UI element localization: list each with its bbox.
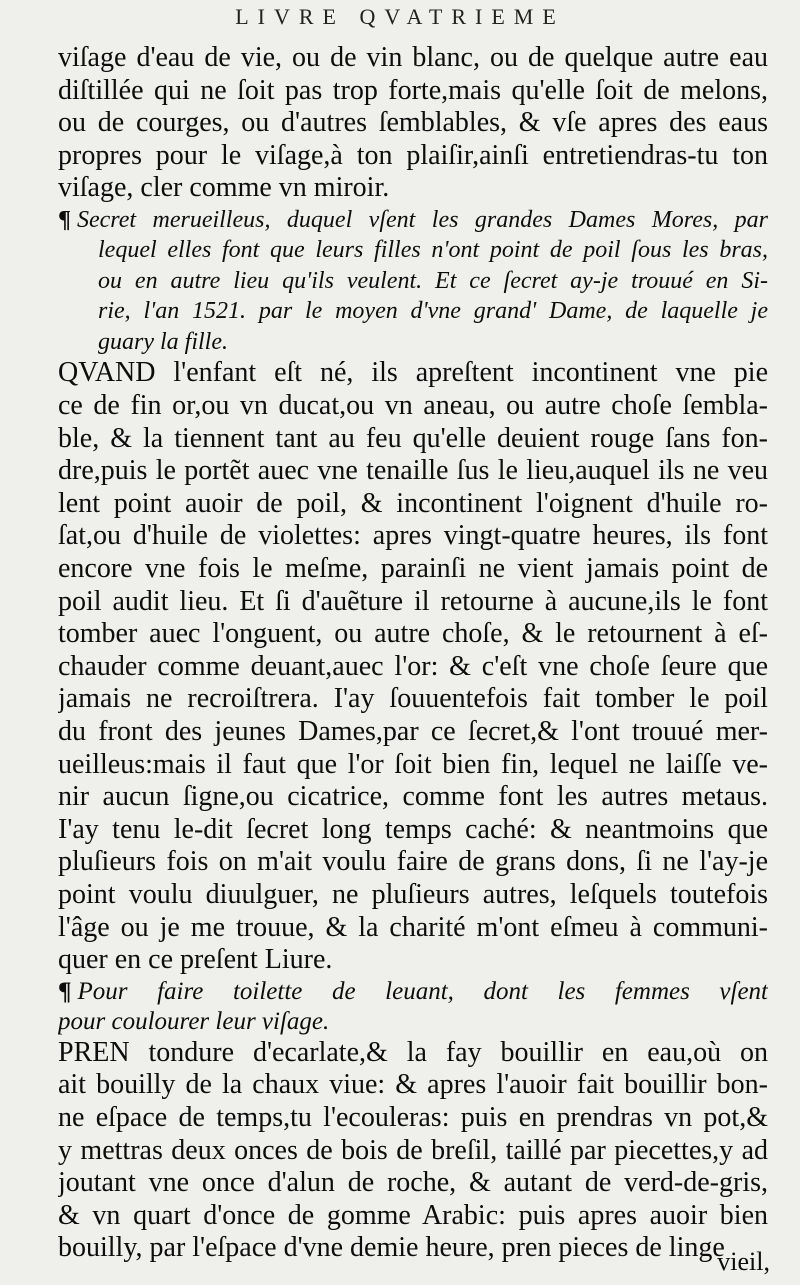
block2-line: pluſieurs fois on m'ait voulu faire de grans dons, ſi ne l'ay-je: [58, 846, 768, 878]
paragraph-continuation: [58, 42, 768, 205]
rubric2-first-line: [58, 977, 768, 1007]
block2-line: chauder comme deuant,auec l'or: & c'eſt vne choſe ſeure que: [58, 650, 768, 682]
block1-line: viſage d'eau de vie, ou de vin blanc, ou de quelque autre eau: [58, 42, 768, 73]
pilcrow-mark: ¶: [58, 206, 71, 233]
rubric1-line: Secret merueilleus, duquel vſent les grandes Dames Mores, par: [76, 206, 768, 233]
block2-line: jamais ne recroiſtrera. I'ay ſouuentefois fait tomber le poil: [58, 683, 768, 715]
block2-line: ce de fin or,ou vn ducat,ou vn aneau, ou autre choſe ſembla-: [58, 390, 768, 422]
paragraph-toilette-body: [58, 1037, 768, 1265]
block2-line: point voulu diuulguer, ne pluſieurs autres, leſquels toutefois: [58, 878, 768, 910]
rubric2-line: Pour faire toilette de leuant, dont les femmes vſent: [77, 977, 768, 1005]
block3-line: y mettras deux onces de bois de breſil, taillé par piecettes,y ad: [58, 1134, 768, 1166]
block1-line: ou de courges, ou d'autres ſemblables, & vſe apres des eaus: [58, 107, 768, 139]
block2-line: l'âge ou je me trouue, & la charité m'ont eſmeu à communi-: [58, 911, 768, 943]
rubric1-line: lequel elles font que leurs filles n'ont point de poil ſous les bras,: [98, 237, 768, 264]
rubric1-first-line: [58, 205, 768, 236]
block3-line: joutant vne once d'alun de roche, & autant de verd-de-gris,: [58, 1167, 768, 1199]
rubric1-line: guary la fille.: [98, 328, 228, 355]
pilcrow-mark: ¶: [58, 977, 72, 1005]
block1-line: propres pour le viſage,à ton plaiſir,ainſi entretiendras-tu ton: [58, 139, 768, 171]
block2-line: I'ay tenu le-dit ſecret long temps caché: & neantmoins que: [58, 813, 768, 845]
rubric-toilette: [58, 977, 768, 1037]
block2-line: dre,puis le portẽt auec vne tenaille ſus le lieu,auquel ils ne veu: [58, 455, 768, 487]
catchword: vieil,: [717, 1247, 770, 1276]
block3-line: bouilly, par l'eſpace d'vne demie heure, pren pieces de linge: [58, 1232, 725, 1264]
block1-line: diſtillée qui ne ſoit pas trop forte,mais qu'elle ſoit de melons,: [58, 74, 768, 106]
paragraph-secret-body: [58, 357, 768, 976]
block2-line: ſat,ou d'huile de violettes: apres vingt-quatre heures, ils font: [58, 520, 768, 552]
block2-line: tomber auec l'onguent, ou autre choſe, & le retournent à eſ-: [58, 618, 768, 650]
block2-line: du front des jeunes Dames,par ce ſecret,& l'ont trouué mer-: [58, 716, 768, 747]
block3-line: PREN tondure d'ecarlate,& la fay bouillir en eau,où on: [58, 1036, 768, 1068]
rubric2-line: pour coulourer leur viſage.: [58, 1007, 330, 1035]
block2-line: ueilleus:mais il faut que l'or ſoit bien fin, lequel ne laiſſe ve-: [58, 748, 768, 780]
rubric1-line: rie, l'an 1521. par le moyen d'vne grand' Dame, de laquelle je: [98, 298, 768, 325]
running-head: LIVRE QVATRIEME: [235, 4, 565, 29]
block2-line: ble, & la tiennent tant au feu qu'elle deuient rouge ſans fon-: [58, 422, 768, 454]
block2-line: lent point auoir de poil, & incontinent l'oignent d'huile ro-: [58, 487, 768, 519]
rubric-secret: [58, 205, 768, 358]
block3-line: & vn quart d'once de gomme Arabic: puis apres auoir bien: [58, 1199, 768, 1231]
block3-line: ait bouilly de la chaux viue: & apres l'auoir fait bouillir bon-: [58, 1069, 768, 1101]
block3-line: ne eſpace de temps,tu l'ecouleras: puis en prendras vn pot,&: [58, 1101, 768, 1133]
block2-line: poil audit lieu. Et ſi d'auẽture il retourne à aucune,ils le font: [58, 585, 768, 617]
rubric1-line: ou en autre lieu qu'ils veulent. Et ce ſecret ay-je trouué en Si-: [98, 267, 768, 294]
block2-line: QVAND l'enfant eſt né, ils apreſtent incontinent vne pie: [58, 357, 768, 389]
block1-line: viſage, cler comme vn miroir.: [58, 172, 390, 204]
block2-line: encore vne fois le meſme, parainſi ne vient jamais point de: [58, 553, 768, 585]
page-text: [58, 42, 768, 1265]
block2-line: quer en ce preſent Liure.: [58, 944, 333, 976]
block2-line: nir aucun ſigne,ou cicatrice, comme font les autres metaus.: [58, 781, 768, 813]
